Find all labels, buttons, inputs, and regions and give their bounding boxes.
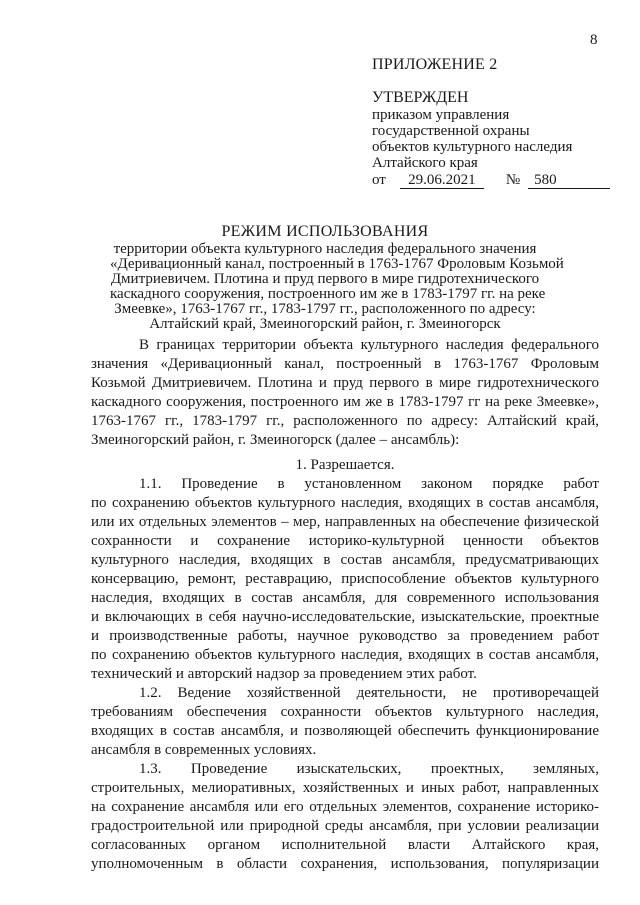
paragraph-line: или их отдельных элементов – мер, направленных на обеспечение физической (91, 514, 599, 530)
page-number: 8 (590, 32, 598, 48)
paragraph-line: и включающих в себя научно-исследовательские, изыскательские, проектные (91, 609, 599, 625)
paragraph-line: по сохранению объектов культурного наследия, входящих в состав ансамбля, (91, 647, 599, 663)
date-prefix: от (372, 172, 386, 188)
paragraph-line: строительных, мелиоративных, хозяйственных и иных работ, направленных (91, 780, 599, 796)
approved-label: УТВЕРЖДЕН (372, 89, 469, 106)
paragraph-line: 1.2. Ведение хозяйственной деятельности, не противоречащей (139, 685, 599, 701)
title-line: Змеевке», 1763-1767 гг., 1783-1797 гг., расположенного по адресу: (114, 301, 536, 317)
title-line: Дмитриевичем. Плотина и пруд первого в мире гидротехнического (110, 271, 540, 287)
paragraph-line: консервацию, ремонт, реставрацию, приспособление объектов культурного (91, 571, 599, 587)
order-line: Алтайского края (372, 155, 478, 171)
paragraph-line: градостроительной или природной среды ансамбля, при условии реализации (91, 818, 599, 834)
intro-line: значения «Деривационный канал, построенный в 1763-1767 Фроловым (91, 356, 599, 372)
number-sign: № (505, 172, 521, 188)
intro-line: 1763-1767 гг., 1783-1797 гг., расположенного по адресу: Алтайский край, (91, 413, 599, 429)
intro-line: каскадного сооружения, построенного им же в 1783-1797 гг на реке Змеевке», (91, 394, 599, 410)
paragraph-line: согласованных органом исполнительной власти Алтайского края, (91, 837, 599, 853)
paragraph-line: по сохранению объектов культурного наследия, входящих в состав ансамбля, (91, 495, 599, 511)
document-body (91, 336, 599, 874)
order-date-row (372, 172, 612, 189)
paragraph-line: культурного наследия, входящих в состав ансамбля, предусматривающих (91, 552, 599, 568)
paragraph-line: ансамбля в современных условиях. (91, 742, 317, 758)
order-line: объектов культурного наследия (372, 139, 573, 155)
paragraph-line: требованиям обеспечения сохранности объектов культурного наследия, (91, 704, 599, 720)
order-date: 29.06.2021 (400, 173, 484, 189)
intro-line: Козьмой Дмитриевичем. Плотина и пруд первого в мире гидротехнического (91, 375, 599, 391)
paragraph-line: сохранности и сохранение историко-культурной ценности объектов (91, 533, 599, 549)
document-title (110, 223, 564, 332)
paragraph-line: 1.3. Проведение изыскательских, проектных, земляных, (139, 761, 599, 777)
title-line: Алтайский край, Змеиногорский район, г. Змеиногорск (149, 316, 501, 332)
paragraph-line: и производственные работы, научное руководство за проведением работ (91, 628, 599, 644)
appendix-label: ПРИЛОЖЕНИЕ 2 (372, 56, 498, 73)
order-line: государственной охраны (372, 123, 530, 139)
order-number: 580 (528, 173, 610, 189)
section-heading: 1. Разрешается. (295, 457, 395, 473)
title-line: «Деривационный канал, построенный в 1763-1767 Фроловым Козьмой (110, 256, 564, 272)
paragraph-line: технический и авторский надзор за проведением этих работ. (91, 666, 477, 682)
paragraph-line: наследия, входящих в состав ансамбля, для современного использования (91, 590, 599, 606)
paragraph-line: входящих в состав ансамбля, и позволяющей обеспечить функционирование (91, 723, 599, 739)
paragraph-line: на сохранение ансамбля или его отдельных элементов, сохранение историко- (91, 799, 599, 815)
paragraph-line: уполномоченным в области сохранения, использования, популяризации (91, 856, 599, 872)
intro-line: В границах территории объекта культурного наследия федерального (139, 337, 599, 353)
intro-line: Змеиногорский район, г. Змеиногорск (далее – ансамбль): (91, 432, 460, 448)
title-line: территории объекта культурного наследия федерального значения (113, 241, 537, 257)
order-line: приказом управления (372, 107, 510, 123)
title-line: каскадного сооружения, построенного им же в 1783-1797 гг. на реке (110, 286, 546, 302)
paragraph-line: 1.1. Проведение в установленном законом порядке работ (139, 476, 599, 492)
approval-stamp (372, 57, 612, 189)
title-main: РЕЖИМ ИСПОЛЬЗОВАНИЯ (221, 223, 429, 240)
